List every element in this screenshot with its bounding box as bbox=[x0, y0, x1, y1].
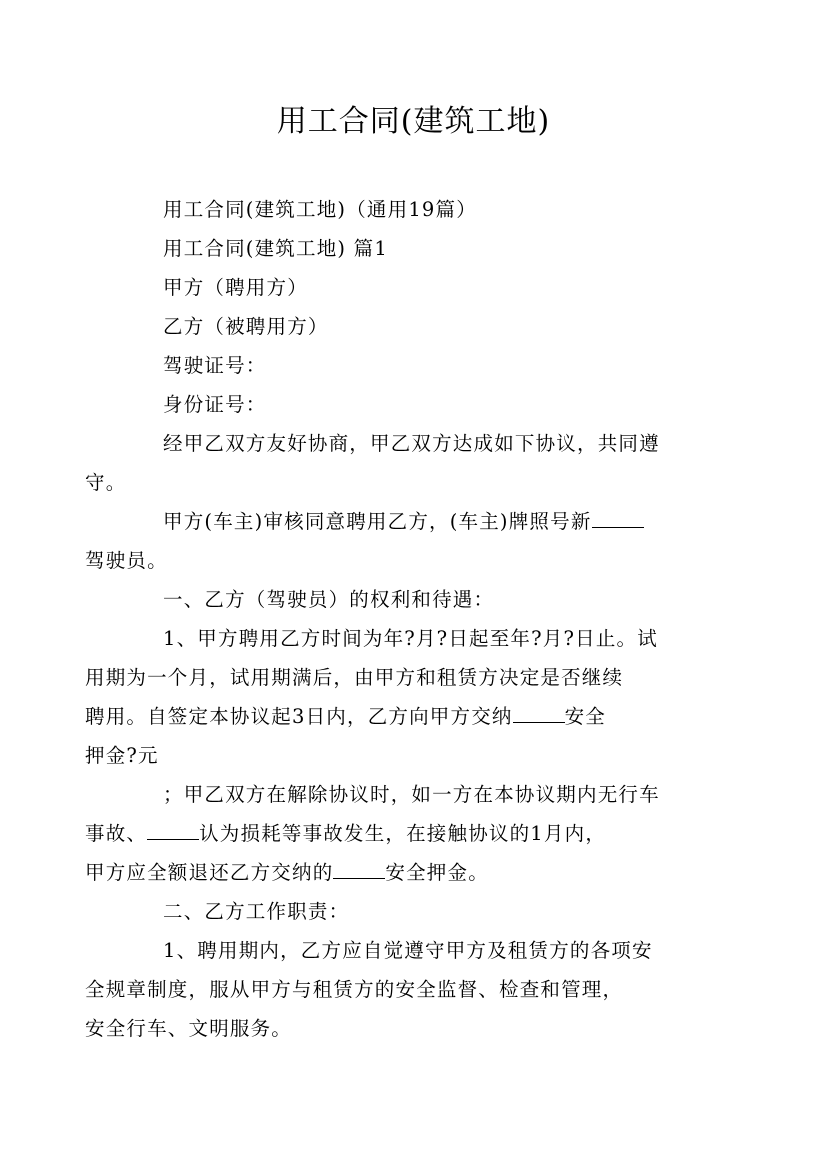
paragraph bbox=[85, 502, 704, 580]
text-segment: 认为损耗等事故发生，在接触协议的1月内， bbox=[199, 822, 607, 845]
blank-underline bbox=[333, 860, 385, 879]
paragraph bbox=[124, 892, 704, 931]
text-segment: 聘用。自签定本协议起3日内，乙方向甲方交纳 bbox=[85, 705, 513, 728]
blank-underline bbox=[147, 821, 199, 840]
text-line: 1、聘用期内，乙方应自觉遵守甲方及租赁方的各项安 bbox=[163, 939, 653, 962]
text-segment: 事故、 bbox=[85, 822, 148, 845]
paragraph bbox=[85, 931, 704, 1048]
text-line: 甲方（聘用方） bbox=[163, 276, 308, 299]
text-line bbox=[124, 502, 704, 541]
paragraph bbox=[124, 346, 704, 385]
text-line: 安全行车、文明服务。 bbox=[85, 1017, 293, 1040]
text-line: 全规章制度，服从甲方与租赁方的安全监督、检查和管理， bbox=[85, 978, 624, 1001]
paragraph bbox=[85, 619, 704, 775]
paragraph bbox=[124, 268, 704, 307]
text-line: 1、甲方聘用乙方时间为年?月?日起至年?月?日止。试 bbox=[163, 627, 658, 650]
text-segment: 甲方(车主)审核同意聘用乙方，(车主)牌照号新 bbox=[163, 510, 592, 533]
paragraph bbox=[85, 424, 704, 502]
text-line: ；甲乙双方在解除协议时，如一方在本协议期内无行车 bbox=[163, 783, 660, 806]
paragraph bbox=[124, 385, 704, 424]
text-line bbox=[85, 814, 704, 853]
document-title: 用工合同(建筑工地) bbox=[276, 104, 551, 139]
paragraph bbox=[124, 307, 704, 346]
paragraph bbox=[124, 580, 704, 619]
text-line: 身份证号： bbox=[163, 393, 267, 416]
text-line: 押金?元 bbox=[85, 744, 159, 767]
paragraph bbox=[85, 775, 704, 892]
text-line bbox=[85, 697, 704, 736]
text-line: 守。 bbox=[85, 471, 127, 494]
text-line: 乙方（被聘用方） bbox=[163, 315, 329, 338]
text-line: 二、乙方工作职责： bbox=[163, 900, 350, 923]
text-line: 用工合同(建筑工地) 篇1 bbox=[163, 237, 388, 260]
text-line bbox=[85, 853, 704, 892]
text-line: 经甲乙双方友好协商，甲乙双方达成如下协议，共同遵 bbox=[163, 432, 660, 455]
document-body bbox=[85, 190, 704, 1048]
text-segment: 甲方应全额退还乙方交纳的 bbox=[85, 861, 334, 884]
text-line: 一、乙方（驾驶员）的权利和待遇： bbox=[163, 588, 495, 611]
blank-underline bbox=[592, 509, 644, 528]
text-line: 驾驶证号： bbox=[163, 354, 267, 377]
blank-underline bbox=[513, 704, 565, 723]
paragraph bbox=[124, 229, 704, 268]
paragraph bbox=[124, 190, 704, 229]
text-line: 驾驶员。 bbox=[85, 549, 168, 572]
text-segment: 安全押金。 bbox=[385, 861, 489, 884]
text-line: 用工合同(建筑工地)（通用19篇） bbox=[163, 198, 477, 221]
text-line: 用期为一个月，试用期满后，由甲方和租赁方决定是否继续 bbox=[85, 666, 624, 689]
text-segment: 安全 bbox=[564, 705, 607, 728]
